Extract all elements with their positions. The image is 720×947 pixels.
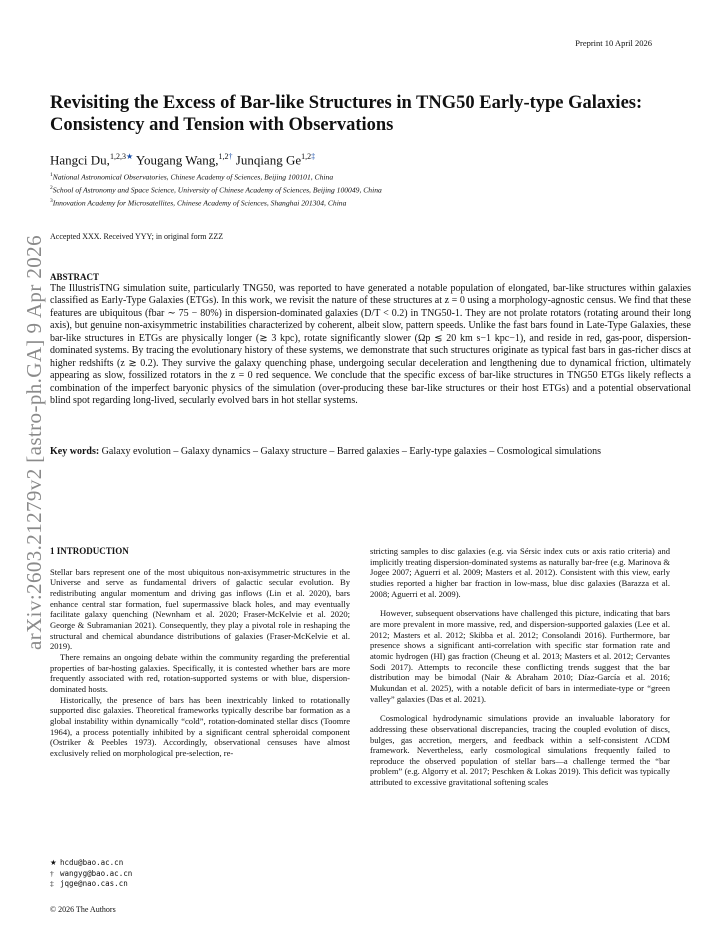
author-footnote-mark[interactable]: † xyxy=(228,152,233,161)
footnote xyxy=(50,869,132,880)
affiliation xyxy=(50,183,382,196)
affiliation-number: 1 xyxy=(50,172,53,178)
arxiv-identifier[interactable]: arXiv:2603.21279v2 [astro-ph.GA] 9 Apr 2026 xyxy=(22,235,46,650)
author-name: Junqiang Ge xyxy=(235,152,302,168)
affiliation-number: 2 xyxy=(50,185,53,192)
footnotes xyxy=(50,858,132,890)
preprint-date: Preprint 10 April 2026 xyxy=(575,38,652,48)
paragraph: stricting samples to disc galaxies (e.g. via Sérsic index cuts or axis ratio criteria) and implicitly treating dispersion-dominated systems as naturally bar-free (e.g. Marinova & Jogee 2007; Aguerri et al. 2009; Masters et al. 2012). Consistent with this view, early studies reported a higher bar fraction in low-mass, blue disc galaxies (Barazza et al. 2008; Aguerri et al. 2009). xyxy=(370,546,670,599)
affiliations xyxy=(50,170,382,209)
paper-title: Revisiting the Excess of Bar-like Structures in TNG50 Early-type Galaxies: Consistency and Tension with Observations xyxy=(50,93,643,135)
footnote-mark: ‡ xyxy=(50,879,54,888)
footnote xyxy=(50,879,132,890)
footnote-email[interactable]: jqge@nao.cas.cn xyxy=(60,879,128,888)
section-heading: 1 INTRODUCTION xyxy=(50,546,129,556)
author-affil-sup: 1,2,3 xyxy=(109,152,126,161)
keywords-text: Galaxy evolution – Galaxy dynamics – Galaxy structure – Barred galaxies – Early-type galaxies – Cosmological simulations xyxy=(101,446,601,457)
paragraph: Cosmological hydrodynamic simulations provide an invaluable laboratory for addressing these observational discrepancies, tracing the coupled evolution of discs, bulges, gas accretion, mergers, and feedback within a self-consistent ΛCDM framework. Nevertheless, early cosmological simulations frequently failed to reproduce the observed population of stellar bars—a challenge termed the “bar problem” (e.g. Algorry et al. 2017; Peschken & Lokas 2019). This deficit was typically attributed to excessive gravitational softening scales xyxy=(370,713,670,788)
affiliation-text: Innovation Academy for Microsatellites, Chinese Academy of Sciences, Shanghai 201304, China xyxy=(52,198,347,208)
author-name: Hangci Du, xyxy=(50,152,110,168)
author-affil-sup: 1,2 xyxy=(218,152,229,161)
keywords-label: Key words: xyxy=(50,446,100,457)
footnote-mark: ★ xyxy=(50,858,57,867)
author-affil-sup: 1,2 xyxy=(301,152,312,161)
affiliation-number: 3 xyxy=(50,198,53,205)
affiliation xyxy=(50,170,382,183)
author-footnote-mark[interactable]: ★ xyxy=(125,152,134,161)
footnote-email[interactable]: wangyg@bao.ac.cn xyxy=(60,868,133,878)
footnote-mark: † xyxy=(50,868,54,878)
paragraph: However, subsequent observations have challenged this picture, indicating that bars are more prevalent in more massive, red, and dispersion-supported galaxies (Lee et al. 2012; Masters et al. 2012; Skibba et al. 2012; Consolandi 2016). Furthermore, bar presence shows a significant anti-correlation with specific star formation rate and atomic hydrogen (HI) gas fraction (Cheung et al. 2013; Masters et al. 2012; Cervantes Sodi 2017). Attempts to reconcile these conflicting trends suggest that the bar distribution may be bimodal (Nair & Abraham 2010; Díaz-García et al. 2016; Mukundan et al. 2025), with a notable deficit of bars in intermediate-type or “green valley” galaxies (Das et al. 2021). xyxy=(370,608,670,704)
left-column xyxy=(50,546,350,758)
paragraph: Historically, the presence of bars has been inextricably linked to rotationally supported disc galaxies. Theoretical frameworks typically describe bar formation as a global instability within dynamically “cold”, rotation-dominated stellar discs (Toomre 1964), a process potentially inhibited by a significant central spheroidal component (Ostriker & Peebles 1973). Accordingly, observational censuses have almost exclusively relied on morphological pre-selection, re- xyxy=(50,694,350,758)
accepted-line: Accepted XXX. Received YYY; in original form ZZZ xyxy=(50,232,224,241)
author-name: Yougang Wang, xyxy=(135,152,219,168)
abstract-heading: ABSTRACT xyxy=(50,272,100,282)
affiliation-text: School of Astronomy and Space Science, University of Chinese Academy of Sciences, Beijing 100049, China xyxy=(52,185,382,195)
footnote xyxy=(50,858,132,869)
affiliation xyxy=(50,196,382,209)
abstract-text: The IllustrisTNG simulation suite, particularly TNG50, was reported to have generated a notable population of elongated, bar-like structures within galaxies classified as Early-Type Galaxies (ETGs). In this work, we revisit the nature of these structures at z = 0 using a morphology-agnostic census. We find that these features are ubiquitous (fbar ∼ 75 − 80%) in dispersion-dominated galaxies (D/T < 0.2) in TNG50-1. They are not prolate rotators (rotating around their long axis), but genuine non-axisymmetric instabilities characterized by coherent, albeit slow, pattern speeds. Unlike the fast bars found in Late-Type Galaxies, these bar-like structures in ETGs are physically longer (≳ 3 kpc), rotate significantly slower (Ωp ≲ 20 km s−1 kpc−1), and reside in red, gas-poor, dispersion-dominated systems. By tracing the evolutionary history of these systems, we demonstrate that such structures originate as typical fast bars in gas-richer discs at higher redshifts (z ≳ 0.2). They survive the galaxy quenching phase, undergoing secular deceleration and lengthening due to dynamical friction, ultimately appearing as slow, fossilized rotators in the z = 0 red sequence. We conclude that the specific excess of bar-like structures in TNG50 ETGs likely reflects a combination of the imperfect baryonic physics of the simulation (over-producing these bar-like structures or their host ETGs) and a potential observational blind spot regarding long-lived, secularly evolved bars in hot stellar systems. xyxy=(50,283,691,407)
affiliation-text: National Astronomical Observatories, Chinese Academy of Sciences, Beijing 100101, China xyxy=(52,172,334,182)
author-footnote-mark[interactable]: ‡ xyxy=(311,152,316,161)
keywords xyxy=(50,446,691,459)
author-list xyxy=(50,152,315,168)
paragraph: Stellar bars represent one of the most ubiquitous non-axisymmetric structures in the Universe and serve as fundamental drivers of galactic secular evolution. By redistributing angular momentum and driving gas inflows (Lin et al. 2020), bars enhance central star formation, fuel supermassive black holes, and may eventually facilitate galaxy quenching (Newnham et al. 2020; Fraser-McKelvie et al. 2020; George & Subramanian 2021). Consequently, they play a pivotal role in reshaping the structural and chemical abundance distributions of galaxies (Fraser-McKelvie et al. 2019). xyxy=(50,566,350,652)
paragraph: There remains an ongoing debate within the community regarding the preferential properties of bar-hosting galaxies. Specifically, it is contested whether bars are more frequently associated with red, rotation-supported systems or with blue, dispersion-dominated hosts. xyxy=(50,651,350,694)
copyright: © 2026 The Authors xyxy=(50,905,116,914)
footnote-email[interactable]: hcdu@bao.ac.cn xyxy=(60,858,124,867)
right-column xyxy=(370,546,670,788)
